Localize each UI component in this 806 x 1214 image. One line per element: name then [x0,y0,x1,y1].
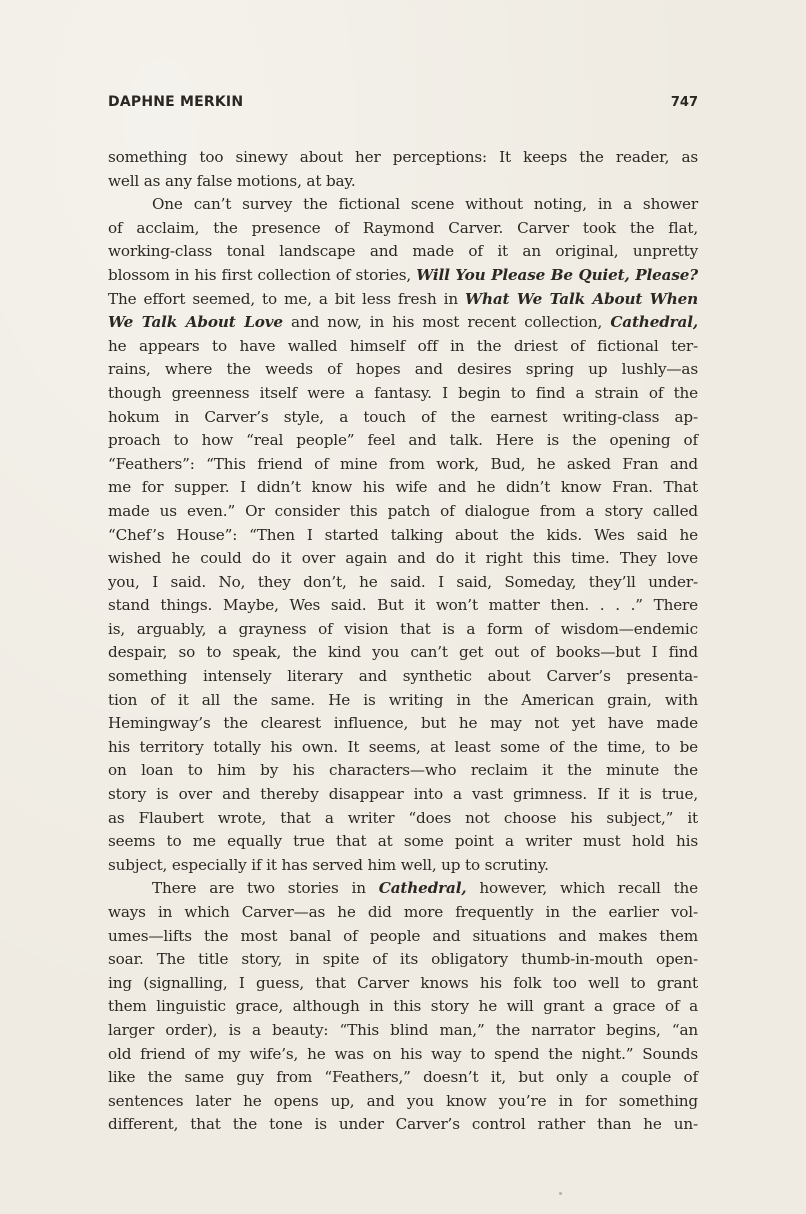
text-line: hokum in Carver’s style, a touch of the earnest writing-class ap- [108,407,698,426]
text-run: blossom in his first collection of stories, [108,265,417,284]
text-line: well as any false motions, at bay. [108,171,356,190]
text-line: Hemingway’s the clearest influence, but he may not yet have made [108,714,698,733]
text-line: soar. The title story, in spite of its obligatory thumb-in-mouth open- [108,950,698,969]
text-line: old friend of my wife’s, he was on his way to spend the night.” Sounds [108,1044,698,1063]
text-line: is, arguably, a grayness of vision that is a form of wisdom—endemic [108,619,698,638]
italic-title: What We Talk About When [465,289,698,308]
text-line: despair, so to speak, the kind you can’t get out of books—but I find [108,643,698,662]
text-line: working-class tonal landscape and made of it an original, unpretty [108,242,698,261]
text-line: me for supper. I didn’t know his wife and he didn’t know Fran. That [108,478,698,497]
italic-title: We Talk About Love [108,313,283,332]
text-line: like the same guy from “Feathers,” doesn’t it, but only a couple of [108,1068,698,1087]
text-line [108,288,698,312]
text-line: ways in which Carver—as he did more frequently in the earlier vol- [108,903,698,921]
text-line: “Feathers”: “This friend of mine from work, Bud, he asked Fran and [108,454,698,473]
italic-title: Cathedral, [610,313,698,332]
page-number: 747 [670,95,698,110]
text-line: them linguistic grace, although in this story he will grant a grace of a [108,997,698,1016]
text-line: though greenness itself were a fantasy. I begin to find a strain of the [108,383,698,402]
text-line [108,311,698,335]
text-line: made us even.” Or consider this patch of dialogue from a story called [108,501,698,520]
text-line [108,877,698,901]
text-line [108,264,698,288]
text-line: on loan to him by his characters—who reclaim it the minute the [108,761,698,780]
italic-title: Will You Please Be Quiet, Please? [416,265,698,284]
text-line: something too sinewy about her perceptions: It keeps the reader, as [108,148,698,166]
text-line: his territory totally his own. It seems, at least some of the time, to be [108,737,698,756]
text-line: he appears to have walled himself off in the driest of fictional ter- [108,336,698,355]
text-line: “Chef’s House”: “Then I started talking about the kids. Wes said he [108,525,698,544]
text-run: however, which recall the [466,879,698,898]
text-line: ing (signalling, I guess, that Carver knows his folk too well to grant [108,973,698,992]
text-line: different, that the tone is under Carver’s control rather than he un- [108,1115,698,1134]
text-line: One can’t survey the fictional scene without noting, in a shower [152,195,698,214]
text-line: tion of it all the same. He is writing in the American grain, with [108,690,698,709]
text-line: something intensely literary and synthetic about Carver’s presenta- [108,667,698,686]
text-line: sentences later he opens up, and you know you’re in for something [108,1091,698,1110]
text-line: rains, where the weeds of hopes and desires spring up lushly—as [108,360,698,379]
body-text [108,146,698,1137]
text-line: you, I said. No, they don’t, he said. I said, Someday, they’ll under- [108,572,698,591]
text-line: story is over and thereby disappear into a vast grimness. If it is true, [108,785,698,804]
text-run: and now, in his most recent collection, [282,313,611,332]
text-run: There are two stories in [152,879,379,898]
italic-title: Cathedral, [378,879,467,898]
text-line: seems to me equally true that at some point a writer must hold his [108,832,698,851]
text-line: of acclaim, the presence of Raymond Carver. Carver took the flat, [108,218,698,237]
text-run: The effort seemed, to me, a bit less fresh in [108,289,466,308]
text-line: subject, especially if it has served him well, up to scrutiny. [108,855,549,874]
running-header [108,94,698,116]
paper-speck [559,1192,562,1195]
text-line: wished he could do it over again and do it right this time. They love [108,549,698,568]
text-line: stand things. Maybe, Wes said. But it won’t matter then. . . .” There [108,596,698,615]
text-line: umes—lifts the most banal of people and situations and makes them [108,926,698,945]
text-line: larger order), is a beauty: “This blind man,” the narrator begins, “an [108,1020,698,1039]
running-head-author: DAPHNE MERKIN [108,94,244,110]
text-line: as Flaubert wrote, that a writer “does not choose his subject,” it [108,808,698,827]
text-line: proach to how “real people” feel and talk. Here is the opening of [108,431,698,450]
